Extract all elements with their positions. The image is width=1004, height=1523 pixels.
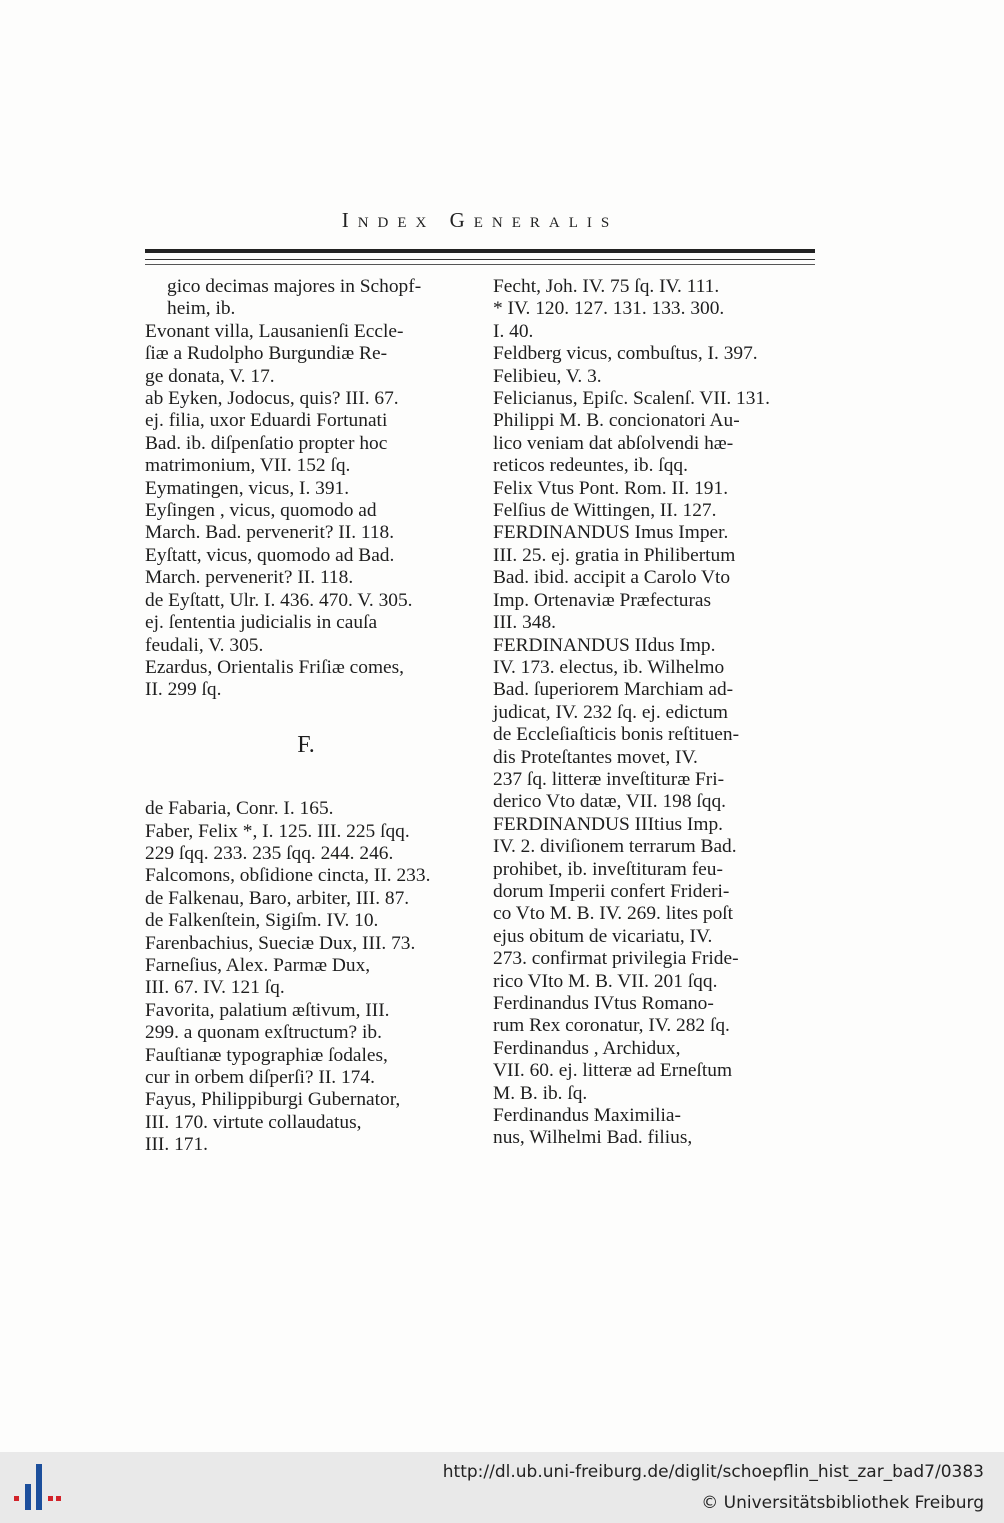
- entry-line: IV. 2. diviſionem terrarum Bad.: [493, 836, 737, 858]
- entry-line: rico VIto M. B. VII. 201 ſqq.: [493, 970, 718, 992]
- index-entry: [493, 993, 815, 1038]
- entry-line: 237 ſq. litteræ inveſtituræ Fri-: [493, 768, 725, 790]
- index-entry: [493, 478, 815, 500]
- header-rule-thick: [145, 249, 815, 253]
- entry-line: ej. filia, uxor Eduardi Fortunati: [145, 410, 388, 432]
- entry-line: Philippi M. B. concionatori Au-: [493, 410, 740, 432]
- viewer-footer: [0, 1452, 1004, 1523]
- entry-line: dis Proteſtantes movet, IV.: [493, 746, 698, 768]
- index-entry: [145, 478, 467, 500]
- index-entry: [493, 1038, 815, 1105]
- entry-line: Feldberg vicus, combuſtus, I. 397.: [493, 343, 758, 365]
- index-entry: [493, 1105, 815, 1150]
- entry-line: judicat, IV. 232 ſq. ej. edictum: [493, 701, 728, 723]
- entry-line: co Vto M. B. IV. 269. lites poſt: [493, 903, 734, 925]
- entry-line: feudali, V. 305.: [145, 634, 264, 656]
- index-entry: [145, 798, 467, 820]
- left-column: [145, 276, 467, 1157]
- index-entry: [145, 821, 467, 866]
- entry-line: de Falkenau, Baro, arbiter, III. 87.: [145, 887, 410, 909]
- header-rule-thin: [145, 259, 815, 260]
- entry-line: March. pervenerit? II. 118.: [145, 567, 354, 589]
- entry-line: Felſius de Wittingen, II. 127.: [493, 500, 717, 522]
- document-url-link[interactable]: http://dl.ub.uni-freiburg.de/diglit/schoepflin_hist_zar_bad7/0383: [442, 1462, 984, 1482]
- entry-line: Bad. ſuperiorem Marchiam ad-: [493, 679, 734, 701]
- entry-line: Falcomons, obſidione cincta, II. 233.: [145, 865, 431, 887]
- entry-line: 229 ſqq. 233. 235 ſqq. 244. 246.: [145, 842, 394, 864]
- entry-line: FERDINANDUS Imus Imper.: [493, 522, 729, 544]
- entry-line: ſiæ a Rudolpho Burgundiæ Re-: [145, 343, 388, 365]
- index-entry: [493, 814, 815, 993]
- index-entry: [493, 500, 815, 522]
- index-entry: [493, 522, 815, 634]
- entry-line: Fecht, Joh. IV. 75 ſq. IV. 111.: [493, 276, 720, 297]
- left-entries-before: [145, 276, 467, 702]
- left-entries-after: [145, 798, 467, 1157]
- entry-line: cur in orbem diſperſi? II. 174.: [145, 1067, 375, 1088]
- entry-line: III. 171.: [145, 1134, 209, 1156]
- entry-line: ge donata, V. 17.: [145, 365, 275, 387]
- entry-line: 273. confirmat privilegia Fride-: [493, 948, 739, 970]
- index-entry: [493, 388, 815, 478]
- index-entry: [145, 545, 467, 590]
- entry-line: Fayus, Philippiburgi Gubernator,: [145, 1089, 401, 1111]
- entry-line: Farenbachius, Sueciæ Dux, III. 73.: [145, 932, 416, 954]
- entry-line: VII. 60. ej. litteræ ad Erneſtum: [493, 1060, 733, 1082]
- copyright-text: © Universitätsbibliothek Freiburg: [701, 1493, 984, 1513]
- index-entry: [145, 590, 467, 657]
- entry-line: Eymatingen, vicus, I. 391.: [145, 477, 350, 499]
- entry-line: Faber, Felix *, I. 125. III. 225 ſqq.: [145, 820, 410, 842]
- entry-line: ejus obitum de vicariatu, IV.: [493, 925, 713, 947]
- entry-line: heim, ib.: [167, 298, 236, 320]
- index-entry: [493, 276, 815, 343]
- entry-line: Ferdinandus IVtus Romano-: [493, 993, 714, 1014]
- header-rule-thin-lower: [145, 264, 815, 265]
- entry-line: Ferdinandus Maximilia-: [493, 1105, 681, 1127]
- entry-line: Farneſius, Alex. Parmæ Dux,: [145, 954, 371, 976]
- index-entry: [145, 276, 467, 321]
- entry-line: M. B. ib. ſq.: [493, 1082, 588, 1104]
- entry-line: matrimonium, VII. 152 ſq.: [145, 455, 351, 477]
- entry-line: lico veniam dat abſolvendi hæ-: [493, 432, 734, 454]
- entry-line: ej. ſententia judicialis in cauſa: [145, 612, 378, 634]
- index-entry: [493, 343, 815, 365]
- entry-line: Felix Vtus Pont. Rom. II. 191.: [493, 477, 729, 499]
- index-entry: [493, 635, 815, 814]
- entry-line: Evonant villa, Lausanienſi Eccle-: [145, 320, 404, 342]
- entry-line: FERDINANDUS IIItius Imp.: [493, 813, 723, 835]
- entry-line: prohibet, ib. inveſtituram feu-: [493, 858, 723, 880]
- index-entry: [493, 366, 815, 388]
- index-entry: [145, 910, 467, 932]
- section-letter: F.: [297, 731, 315, 758]
- index-entry: [145, 1000, 467, 1045]
- entry-line: Felicianus, Epiſc. Scalenſ. VII. 131.: [493, 388, 770, 410]
- entry-line: Imp. Ortenaviæ Præfecturas: [493, 589, 712, 611]
- entry-line: Eyſtatt, vicus, quomodo ad Bad.: [145, 544, 395, 566]
- entry-line: Favorita, palatium æſtivum, III.: [145, 999, 390, 1021]
- index-entry: [145, 500, 467, 545]
- entry-line: Felibieu, V. 3.: [493, 365, 602, 387]
- entry-line: Ezardus, Orientalis Friſiæ comes,: [145, 656, 405, 678]
- entry-line: gico decimas majores in Schopf-: [167, 276, 422, 297]
- entry-line: Eyſingen , vicus, quomodo ad: [145, 500, 377, 522]
- entry-line: rum Rex coronatur, IV. 282 ſq.: [493, 1015, 730, 1037]
- index-entry: [145, 1045, 467, 1090]
- index-entry: [145, 321, 467, 388]
- entry-line: III. 25. ej. gratia in Philibertum: [493, 544, 736, 566]
- index-entry: [145, 388, 467, 478]
- index-entry: [145, 657, 467, 702]
- right-column: [493, 276, 815, 1150]
- entry-line: II. 299 ſq.: [145, 679, 222, 701]
- entry-line: de Eccleſiaſticis bonis reſtituen-: [493, 724, 740, 746]
- entry-line: Fauſtianæ typographiæ ſodales,: [145, 1044, 388, 1066]
- entry-line: III. 170. virtute collaudatus,: [145, 1111, 362, 1133]
- entry-line: IV. 173. electus, ib. Wilhelmo: [493, 656, 725, 678]
- entry-line: III. 67. IV. 121 ſq.: [145, 977, 285, 999]
- right-entries: [493, 276, 815, 1150]
- entry-line: Ferdinandus , Archidux,: [493, 1037, 681, 1059]
- entry-line: de Falkenſtein, Sigiſm. IV. 10.: [145, 910, 379, 932]
- entry-line: dorum Imperii confert Frideri-: [493, 880, 730, 902]
- entry-line: Bad. ib. diſpenſatio propter hoc: [145, 432, 388, 454]
- index-entry: [145, 933, 467, 955]
- entry-line: FERDINANDUS IIdus Imp.: [493, 634, 716, 656]
- index-entry: [145, 1089, 467, 1156]
- ub-freiburg-logo-icon: [12, 1462, 64, 1512]
- entry-line: III. 348.: [493, 612, 557, 634]
- entry-line: I. 40.: [493, 320, 534, 342]
- entry-line: ab Eyken, Jodocus, quis? III. 67.: [145, 388, 399, 410]
- entry-line: de Fabaria, Conr. I. 165.: [145, 798, 334, 820]
- index-entry: [145, 888, 467, 910]
- entry-line: derico Vto datæ, VII. 198 ſqq.: [493, 791, 727, 813]
- entry-line: de Eyſtatt, Ulr. I. 436. 470. V. 305.: [145, 589, 413, 611]
- entry-line: nus, Wilhelmi Bad. filius,: [493, 1127, 693, 1149]
- entry-line: reticos redeuntes, ib. ſqq.: [493, 455, 688, 477]
- running-header: Index Generalis: [341, 208, 619, 232]
- entry-line: 299. a quonam exſtructum? ib.: [145, 1022, 382, 1044]
- index-entry: [145, 955, 467, 1000]
- index-entry: [145, 865, 467, 887]
- entry-line: March. Bad. pervenerit? II. 118.: [145, 522, 395, 544]
- entry-line: * IV. 120. 127. 131. 133. 300.: [493, 298, 725, 320]
- entry-line: Bad. ibid. accipit a Carolo Vto: [493, 567, 731, 589]
